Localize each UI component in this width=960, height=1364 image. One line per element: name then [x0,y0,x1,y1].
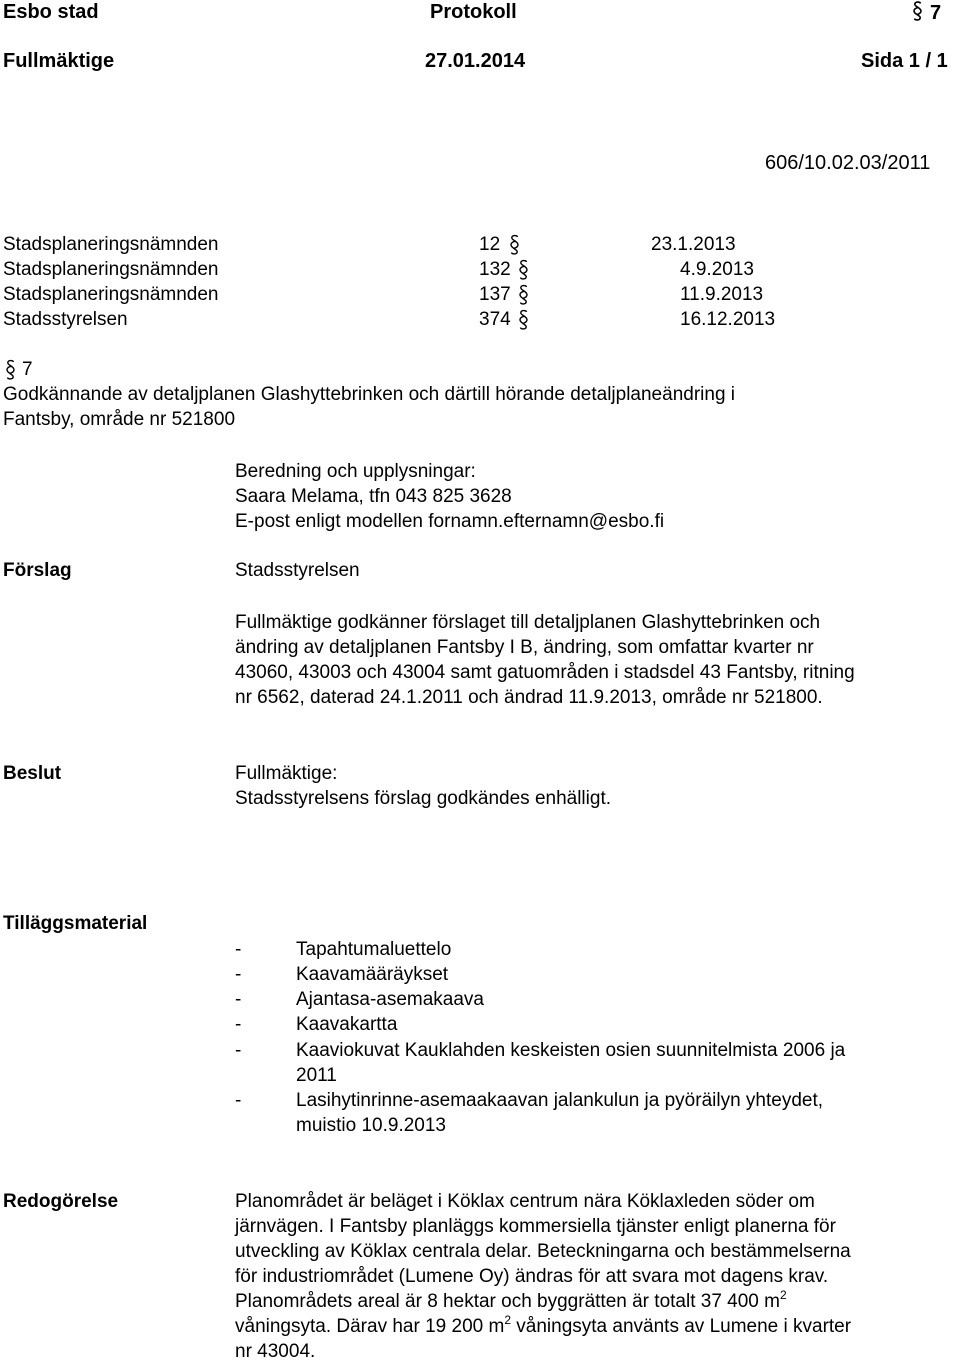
redogorelse-usage-text-b: våningsyta använts av Lumene i kvarter [511,1316,852,1337]
header-section-number: 7 [930,2,942,24]
contact-line: Saara Melama, tfn 043 825 3628 [235,486,512,507]
history-number: 132 [479,259,511,280]
section-sign-icon [4,358,17,382]
redogorelse-line: nr 43004. [235,1341,316,1362]
forslag-line: Fullmäktige godkänner förslaget till detaljplanen Glashyttebrinken och [235,612,821,633]
attachment-name-cont: 2011 [296,1065,337,1086]
contact-line: Beredning och upplysningar: [235,461,476,482]
item-title-line: Godkännande av detaljplanen Glashyttebrinken och därtill hörande detaljplaneändring i [3,384,736,405]
superscript: 2 [779,1288,787,1302]
contact-block [235,459,664,534]
redogorelse-line: järnvägen. I Fantsby planläggs kommersiella tjänster enligt planerna för [235,1216,836,1237]
forslag-line: 43060, 43003 och 43004 samt gatuområden i stadsdel 43 Fantsby, ritning [235,662,855,683]
forslag-presenter: Stadsstyrelsen [235,560,360,581]
attachment-name: Ajantasa-asemakaava [296,989,484,1010]
forslag-line: nr 6562, daterad 24.1.2011 och ändrad 11.9.2013, område nr 521800. [235,687,823,708]
section-sign-icon [911,0,924,22]
list-dash: - [235,964,242,985]
redogorelse-area-text: Planområdets areal är 8 hektar och byggrätten är totalt 37 400 m [235,1291,780,1312]
superscript: 2 [504,1313,511,1327]
forslag-text [235,610,855,710]
forslag-label: Förslag [3,560,72,581]
history-organ: Stadsplaneringsnämnden [3,259,219,280]
section-sign-icon [517,283,530,307]
doc-type: Protokoll [430,1,517,23]
attachment-name: Lasihytinrinne-asemaakaavan jalankulun ja pyöräilyn yhteydet, [296,1090,824,1111]
list-dash: - [235,989,242,1010]
beslut-line: Stadsstyrelsens förslag godkändes enhälligt. [235,788,612,809]
history-number: 137 [479,284,511,305]
attachment-name: Kaavamääräykset [296,964,449,985]
list-item [0,1038,960,1088]
redogorelse-line: utveckling av Köklax centrala delar. Beteckningarna och bestämmelserna [235,1241,851,1262]
beslut-line: Fullmäktige: [235,763,338,784]
attachment-name: Kaaviokuvat Kauklahden keskeisten osien suunnitelmista 2006 ja [296,1040,846,1061]
history-date: 16.12.2013 [680,309,776,330]
section-sign-icon [517,308,530,332]
tillaggsmaterial-label: Tilläggsmaterial [3,913,148,934]
history-number: 12 [479,234,501,255]
list-dash: - [235,1090,242,1111]
beslut-text [235,761,611,811]
history-organ: Stadsplaneringsnämnden [3,284,219,305]
body-name: Fullmäktige [3,50,115,72]
section-sign-icon [517,258,530,282]
item-title [3,382,735,432]
redogorelse-text [235,1189,851,1364]
list-dash: - [235,1014,242,1035]
list-item [0,1088,960,1138]
section-sign-icon [508,233,521,257]
forslag-line: ändring av detaljplanen Fantsby I B, ändring, som omfattar kvarter nr [235,637,814,658]
item-title-line: Fantsby, område nr 521800 [3,409,236,430]
attachment-name: Kaavakartta [296,1014,398,1035]
meeting-date: 27.01.2014 [425,50,526,72]
redogorelse-usage-text-a: våningsyta. Därav har 19 200 m [235,1316,505,1337]
attachment-name-cont: muistio 10.9.2013 [296,1115,446,1136]
contact-line: E-post enligt modellen fornamn.efternamn@esbo.fi [235,511,665,532]
redogorelse-line: för industriområdet (Lumene Oy) ändras för att svara mot dagens krav. [235,1266,829,1287]
history-organ: Stadsplaneringsnämnden [3,234,219,255]
history-date: 23.1.2013 [651,234,736,255]
list-dash: - [235,939,242,960]
list-dash: - [235,1040,242,1061]
redogorelse-line: Planområdet är beläget i Köklax centrum nära Köklaxleden söder om [235,1191,815,1212]
item-number: 7 [22,359,33,380]
history-number: 374 [479,309,511,330]
history-date: 11.9.2013 [680,284,764,305]
reference-number: 606/10.02.03/2011 [765,152,931,174]
history-date: 4.9.2013 [680,259,754,280]
beslut-label: Beslut [3,763,62,784]
history-organ: Stadsstyrelsen [3,309,128,330]
redogorelse-label: Redogörelse [3,1191,119,1212]
page-indicator: Sida 1 / 1 [861,50,948,72]
redogorelse-line [235,1289,851,1314]
header-section [911,0,941,25]
org-name: Esbo stad [3,1,99,23]
redogorelse-line [235,1314,851,1339]
attachment-name: Tapahtumaluettelo [296,939,452,960]
